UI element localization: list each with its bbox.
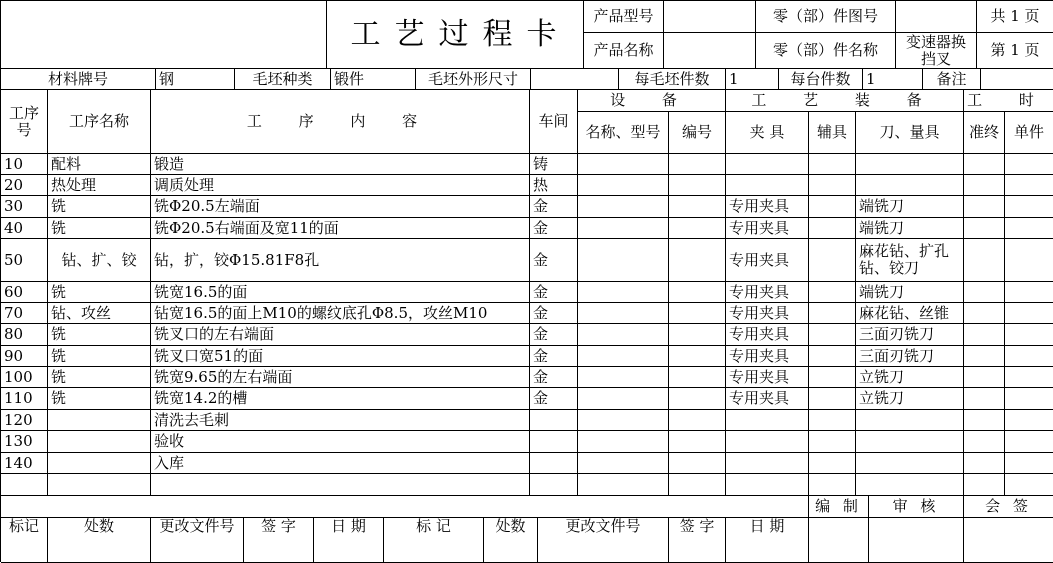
row-fixture: 专用夹具 [726,303,809,324]
row-equip-no [669,474,726,496]
row-unit-time [1005,196,1053,218]
per-unit-value: 1 [863,69,923,90]
row-equip-name [578,453,669,474]
row-op-no: 100 [1,367,48,388]
row-fixture [726,453,809,474]
row-op-no: 120 [1,410,48,431]
row-cutter-gauge: 立铣刀 [856,388,964,410]
row-cutter-gauge [856,154,964,175]
row-workshop [530,474,578,496]
row-cutter-gauge [856,431,964,453]
row-op-no: 90 [1,346,48,367]
material-grade-value: 钢 [156,69,235,90]
card-title: 工艺过程卡 [327,1,584,69]
row-op-content: 锻造 [151,154,530,175]
row-op-content: 铣叉口的左右端面 [151,324,530,346]
row-cutter-gauge: 三面刃铣刀 [856,346,964,367]
row-fixture: 专用夹具 [726,282,809,303]
rev-date: 日 期 [314,518,384,563]
row-op-no: 50 [1,239,48,282]
row-workshop: 金 [530,196,578,218]
row-op-no: 20 [1,175,48,196]
row-op-content: 铣Φ20.5右端面及宽11的面 [151,218,530,239]
row-prep-end [964,388,1005,410]
col-cutter-gauge: 刀、量具 [856,112,964,154]
row-equip-name [578,388,669,410]
row-op-name: 钻、扩、铰 [48,239,151,282]
row-unit-time [1005,367,1053,388]
row-op-content: 铣Φ20.5左端面 [151,196,530,218]
row-cutter-gauge [856,410,964,431]
row-aux [809,453,856,474]
blank-size-label: 毛坯外形尺寸 [416,69,531,90]
row-equip-no [669,324,726,346]
row-equip-no [669,175,726,196]
row-unit-time [1005,175,1053,196]
rev-count: 处数 [48,518,151,563]
col-fixture: 夹 具 [726,112,809,154]
col-op-no: 工序号 [1,90,48,154]
row-unit-time [1005,282,1053,303]
row-workshop [530,410,578,431]
row-cutter-gauge: 端铣刀 [856,218,964,239]
row-op-name [48,431,151,453]
blank-type-label: 毛坯种类 [235,69,331,90]
row-equip-no [669,196,726,218]
row-fixture [726,431,809,453]
row-op-name: 铣 [48,282,151,303]
row-unit-time [1005,239,1053,282]
signoff-prepared: 编 制 [809,496,869,518]
col-time: 工 时 [964,90,1053,112]
row-op-content: 钻，扩，铰Φ15.81F8孔 [151,239,530,282]
row-prep-end [964,410,1005,431]
col-unit-time: 单件 [1005,112,1053,154]
row-equip-no [669,303,726,324]
row-equip-name [578,367,669,388]
col-prep-end: 准终 [964,112,1005,154]
row-equip-name [578,282,669,303]
row-cutter-gauge: 立铣刀 [856,367,964,388]
parts-per-blank-label: 每毛坯件数 [619,69,726,90]
signoff-countersigned: 会 签 [964,496,1053,518]
row-fixture: 专用夹具 [726,324,809,346]
row-cutter-gauge [856,474,964,496]
row-op-content: 铣宽16.5的面 [151,282,530,303]
row-op-no: 60 [1,282,48,303]
row-aux [809,388,856,410]
row-fixture: 专用夹具 [726,196,809,218]
row-op-name [48,410,151,431]
row-aux [809,154,856,175]
rev-mark: 标记 [1,518,48,563]
row-op-content: 钻宽16.5的面上M10的螺纹底孔Φ8.5，攻丝M10 [151,303,530,324]
row-op-no: 110 [1,388,48,410]
product-name-label: 产品名称 [584,33,664,69]
signoff-blank [1,496,809,518]
row-aux [809,239,856,282]
row-workshop: 金 [530,239,578,282]
parts-per-blank-value: 1 [726,69,779,90]
row-op-content: 入库 [151,453,530,474]
row-unit-time [1005,474,1053,496]
row-equip-no [669,218,726,239]
row-op-content: 铣宽14.2的槽 [151,388,530,410]
col-workshop: 车间 [530,90,578,154]
col-op-name: 工序名称 [48,90,151,154]
rev-change-doc-2: 更改文件号 [538,518,669,563]
product-name-value [664,33,756,69]
row-prep-end [964,154,1005,175]
row-aux [809,175,856,196]
rev-reviewed-blank [869,518,964,563]
row-prep-end [964,239,1005,282]
row-op-no [1,474,48,496]
material-grade-label: 材料牌号 [1,69,156,90]
row-cutter-gauge: 端铣刀 [856,196,964,218]
row-prep-end [964,346,1005,367]
row-equip-name [578,346,669,367]
col-equipment: 设 备 [578,90,726,112]
row-aux [809,346,856,367]
col-equip-name-model: 名称、型号 [578,112,669,154]
row-equip-name [578,218,669,239]
signoff-reviewed: 审 核 [869,496,964,518]
row-fixture [726,410,809,431]
part-drawing-value [896,1,977,33]
row-op-name [48,474,151,496]
row-equip-name [578,303,669,324]
row-aux [809,218,856,239]
row-equip-no [669,453,726,474]
row-cutter-gauge: 三面刃铣刀 [856,324,964,346]
row-fixture: 专用夹具 [726,218,809,239]
row-aux [809,303,856,324]
row-prep-end [964,303,1005,324]
row-prep-end [964,453,1005,474]
blank-type-value: 锻件 [331,69,416,90]
row-op-name [48,453,151,474]
rev-mark-2: 标 记 [384,518,484,563]
row-workshop [530,453,578,474]
row-op-name: 热处理 [48,175,151,196]
row-prep-end [964,282,1005,303]
product-model-label: 产品型号 [584,1,664,33]
col-aux: 辅具 [809,112,856,154]
row-op-name: 配料 [48,154,151,175]
row-unit-time [1005,453,1053,474]
row-cutter-gauge [856,453,964,474]
row-prep-end [964,218,1005,239]
row-op-no: 80 [1,324,48,346]
row-cutter-gauge: 麻花钻、扩孔钻、铰刀 [856,239,964,282]
rev-countersigned-blank [964,518,1053,563]
remark-value [981,69,1053,90]
row-unit-time [1005,388,1053,410]
row-equip-name [578,410,669,431]
per-unit-label: 每台件数 [779,69,863,90]
rev-signature-2: 签 字 [669,518,726,563]
row-equip-name [578,154,669,175]
remark-label: 备注 [923,69,981,90]
row-equip-name [578,431,669,453]
row-workshop: 铸 [530,154,578,175]
row-workshop [530,431,578,453]
row-prep-end [964,196,1005,218]
part-name-label: 零（部）件名称 [756,33,896,69]
row-prep-end [964,431,1005,453]
part-name-value: 变速器换挡叉 [896,33,977,69]
row-aux [809,410,856,431]
row-cutter-gauge: 端铣刀 [856,282,964,303]
row-op-no: 70 [1,303,48,324]
header-blank [1,1,327,69]
row-workshop: 金 [530,324,578,346]
row-op-no: 10 [1,154,48,175]
row-op-no: 30 [1,196,48,218]
page-number: 第 1 页 [977,33,1053,69]
col-tooling: 工 艺 装 备 [726,90,964,112]
row-equip-no [669,154,726,175]
row-op-content: 验收 [151,431,530,453]
row-fixture [726,154,809,175]
row-op-name: 钻、攻丝 [48,303,151,324]
row-equip-name [578,474,669,496]
row-equip-name [578,196,669,218]
row-equip-no [669,367,726,388]
row-op-content: 调质处理 [151,175,530,196]
row-op-no: 40 [1,218,48,239]
row-op-no: 140 [1,453,48,474]
row-prep-end [964,324,1005,346]
row-fixture [726,175,809,196]
row-aux [809,282,856,303]
row-op-name: 铣 [48,218,151,239]
row-aux [809,324,856,346]
row-equip-name [578,239,669,282]
row-equip-name [578,175,669,196]
row-workshop: 金 [530,218,578,239]
row-workshop: 金 [530,282,578,303]
row-equip-no [669,431,726,453]
row-op-name: 铣 [48,346,151,367]
rev-signature: 签 字 [244,518,314,563]
row-aux [809,431,856,453]
col-equip-no: 编号 [669,112,726,154]
row-fixture: 专用夹具 [726,346,809,367]
row-fixture: 专用夹具 [726,367,809,388]
total-pages: 共 1 页 [977,1,1053,33]
row-op-name: 铣 [48,196,151,218]
row-fixture [726,474,809,496]
row-workshop: 金 [530,346,578,367]
row-op-content: 铣宽9.65的左右端面 [151,367,530,388]
row-prep-end [964,367,1005,388]
row-unit-time [1005,324,1053,346]
row-unit-time [1005,218,1053,239]
row-fixture: 专用夹具 [726,239,809,282]
row-workshop: 金 [530,388,578,410]
row-fixture: 专用夹具 [726,388,809,410]
row-equip-name [578,324,669,346]
row-equip-no [669,346,726,367]
part-drawing-label: 零（部）件图号 [756,1,896,33]
row-unit-time [1005,154,1053,175]
row-aux [809,196,856,218]
row-op-name: 铣 [48,324,151,346]
col-op-content: 工 序 内 容 [151,90,530,154]
row-prep-end [964,474,1005,496]
row-op-name: 铣 [48,367,151,388]
row-workshop: 金 [530,303,578,324]
rev-change-doc: 更改文件号 [151,518,244,563]
row-op-content: 铣叉口宽51的面 [151,346,530,367]
row-unit-time [1005,346,1053,367]
row-unit-time [1005,303,1053,324]
row-cutter-gauge: 麻花钻、丝锥 [856,303,964,324]
rev-date-2: 日 期 [726,518,809,563]
row-workshop: 热 [530,175,578,196]
blank-size-value [531,69,619,90]
row-aux [809,367,856,388]
row-unit-time [1005,431,1053,453]
row-equip-no [669,410,726,431]
product-model-value [664,1,756,33]
row-equip-no [669,388,726,410]
rev-count-2: 处数 [484,518,538,563]
row-prep-end [964,175,1005,196]
row-cutter-gauge [856,175,964,196]
row-op-content [151,474,530,496]
row-op-no: 130 [1,431,48,453]
row-equip-no [669,282,726,303]
row-aux [809,474,856,496]
row-equip-no [669,239,726,282]
row-workshop: 金 [530,367,578,388]
row-op-content: 清洗去毛刺 [151,410,530,431]
row-op-name: 铣 [48,388,151,410]
row-unit-time [1005,410,1053,431]
rev-prepared-blank [809,518,869,563]
